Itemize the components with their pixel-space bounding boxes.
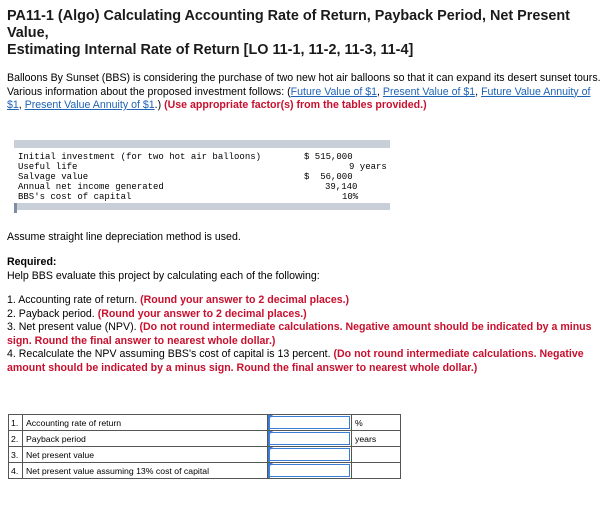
input-marker-icon: [268, 447, 273, 452]
title-line-2: Estimating Internal Rate of Return [LO 11-1, 11-2, 11-3, 11-4]: [7, 42, 414, 58]
row-label-initial-investment: Initial investment (for two hot air balloons): [18, 152, 262, 162]
answer-unit: [352, 447, 401, 463]
input-marker-icon: [268, 415, 273, 420]
investment-data-table: [14, 140, 390, 210]
row-value-annual-net-income: 39,140: [325, 182, 358, 192]
title-line-1: PA11-1 (Algo) Calculating Accounting Rate of Return, Payback Period, Net Present Value,: [7, 8, 570, 41]
requirement-text: 1. Accounting rate of return.: [7, 294, 141, 306]
npv-13-percent-input[interactable]: [268, 463, 351, 478]
answer-row-accounting-rate: [9, 415, 401, 431]
answer-table: [8, 414, 401, 479]
row-label-salvage-value: Salvage value: [18, 172, 89, 182]
requirement-text: 2. Payback period.: [7, 307, 98, 320]
requirement-note: (Round your answer to 2 decimal places.): [97, 307, 307, 320]
table-footer-bar: [14, 203, 390, 210]
requirement-text: 3. Net present value (NPV).: [7, 321, 140, 333]
row-value-salvage-value: $ 56,000: [304, 172, 353, 182]
intro-after-links: .): [154, 99, 165, 111]
table-header-bar: [14, 140, 390, 148]
answer-row-number: 1.: [9, 415, 23, 431]
requirement-item-1: [7, 294, 607, 308]
answer-row-label: Net present value: [23, 447, 268, 463]
intro-separator: ,: [18, 99, 25, 111]
intro-separator: ,: [377, 85, 383, 98]
row-value-cost-of-capital: 10%: [342, 192, 359, 202]
answer-input-cell: [268, 431, 352, 447]
assumption-text: Assume straight line depreciation method is used.: [7, 231, 241, 243]
input-marker-icon: [268, 431, 273, 436]
answer-row-npv-13: [9, 463, 401, 479]
answer-unit: [352, 463, 401, 479]
answer-row-number: 3.: [9, 447, 23, 463]
answer-input-cell: [268, 447, 352, 463]
row-label-useful-life: Useful life: [18, 162, 78, 172]
answer-unit: %: [352, 415, 401, 431]
future-value-link[interactable]: Future Value of $1: [290, 85, 378, 98]
row-label-annual-net-income: Annual net income generated: [18, 182, 164, 192]
answer-input-cell: [268, 415, 352, 431]
row-value-useful-life: 9 years: [349, 162, 387, 172]
answer-row-payback-period: [9, 431, 401, 447]
intro-paragraph: [7, 72, 607, 113]
requirement-note: (Do not round intermediate calculations. Negative amount should be indicated by a minus sign. Round the final answer to nearest whole dollar.): [7, 321, 592, 347]
table-footer-accent: [14, 203, 17, 213]
answer-row-number: 4.: [9, 463, 23, 479]
intro-instruction: (Use appropriate factor(s) from the tables provided.): [164, 99, 427, 111]
requirement-note: (Round your answer to 2 decimal places.): [140, 294, 350, 306]
answer-row-number: 2.: [9, 431, 23, 447]
required-heading: Required:: [7, 256, 57, 268]
required-section: [7, 256, 607, 283]
answer-row-npv: [9, 447, 401, 463]
answer-row-label: Accounting rate of return: [23, 415, 268, 431]
answer-row-label: Net present value assuming 13% cost of capital: [23, 463, 268, 479]
requirement-item-2: [7, 308, 607, 322]
required-subheading: Help BBS evaluate this project by calculating each of the following:: [7, 269, 320, 282]
present-value-link[interactable]: Present Value of $1: [382, 85, 476, 98]
row-value-initial-investment: $ 515,000: [304, 152, 353, 162]
npv-input[interactable]: [268, 447, 351, 462]
present-value-annuity-link[interactable]: Present Value Annuity of $1: [24, 99, 155, 111]
accounting-rate-input[interactable]: [268, 415, 351, 430]
answer-input-cell: [268, 463, 352, 479]
table-body: [14, 148, 390, 203]
input-marker-icon: [268, 463, 273, 468]
requirement-item-4: [7, 348, 607, 375]
requirement-text: 4. Recalculate the NPV assuming BBS's cost of capital is 13 percent.: [7, 348, 334, 360]
row-label-cost-of-capital: BBS's cost of capital: [18, 192, 132, 202]
requirement-note: (Do not round intermediate calculations. Negative amount should be indicated by a minus sign. Round the final answer to nearest whole dollar.): [7, 348, 584, 374]
intro-text: Balloons By Sunset (BBS) is considering the purchase of two new hot air balloons so that it can expand its desert sunset tours. Various information about the proposed investment follows: (: [7, 72, 601, 98]
future-value-annuity-link[interactable]: Future Value Annuity of $1: [7, 85, 591, 111]
requirement-item-3: [7, 321, 607, 348]
intro-separator: ,: [475, 85, 482, 98]
payback-period-input[interactable]: [268, 431, 351, 446]
answer-row-label: Payback period: [23, 431, 268, 447]
requirements-list: [7, 294, 607, 375]
problem-title: [7, 8, 607, 59]
answer-unit: years: [352, 431, 401, 447]
